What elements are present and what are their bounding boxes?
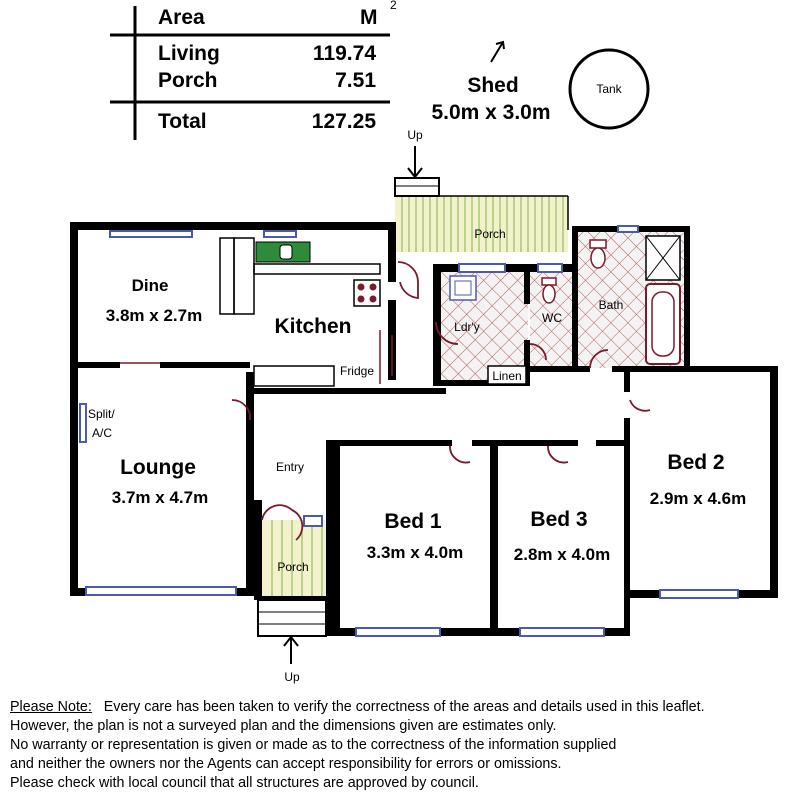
split-ac-line1: Split/ <box>88 407 115 421</box>
shower-icon <box>646 236 680 280</box>
lounge-label: Lounge <box>120 456 196 479</box>
kitchen-label: Kitchen <box>274 315 352 338</box>
area-row-label: Porch <box>158 69 218 92</box>
bath-label: Bath <box>598 298 624 312</box>
linen-label: Linen <box>492 369 522 383</box>
area-header-unit: M <box>360 6 378 29</box>
bed1-size: 3.3m x 4.0m <box>366 543 464 562</box>
wc-label: WC <box>542 311 562 325</box>
tank-label: Tank <box>596 82 622 96</box>
laundry-label: Ldr'y <box>454 320 480 334</box>
area-total-label: Total <box>158 110 207 133</box>
dine-label: Dine <box>131 276 169 295</box>
front-stairs <box>258 600 326 636</box>
disclaimer-line: No warranty or representation is given or made as to the correctness of the information supplied <box>10 737 617 753</box>
disclaimer-line: and neither the owners nor the Agents can accept responsibility for errors or omissions. <box>10 756 562 772</box>
north-arrow <box>491 42 504 62</box>
disclaimer-text: Every care has been taken to verify the correctness of the areas and details used in this leaflet. <box>91 699 705 715</box>
bed3-size: 2.8m x 4.0m <box>513 545 611 564</box>
entry-label: Entry <box>275 460 305 474</box>
bed2-label: Bed 2 <box>667 451 725 474</box>
bathtub-icon <box>646 284 680 364</box>
area-total-value: 127.25 <box>311 110 376 133</box>
stairs-up-bottom-label: Up <box>284 670 300 684</box>
area-row-label: Living <box>158 42 220 65</box>
disclaimer-line: Please check with local council that all structures are approved by council. <box>10 775 479 791</box>
bed1-label: Bed 1 <box>384 510 442 533</box>
area-row-value: 119.74 <box>312 42 376 65</box>
dine-size: 3.8m x 2.7m <box>105 306 203 325</box>
porch-front-label: Porch <box>277 560 309 574</box>
stairs-up-top-label: Up <box>407 128 423 142</box>
shed-name: Shed <box>467 74 519 97</box>
porch-rear-label: Porch <box>474 227 506 241</box>
bed2-size: 2.9m x 4.6m <box>649 489 747 508</box>
disclaimer-lead: Please Note: <box>10 699 92 715</box>
area-row-value: 7.51 <box>335 69 376 92</box>
bed3-label: Bed 3 <box>530 508 588 531</box>
disclaimer-line <box>10 698 800 717</box>
disclaimer-line: However, the plan is not a surveyed plan and the dimensions given are estimates only. <box>10 718 557 734</box>
shed-size: 5.0m x 3.0m <box>431 101 551 124</box>
area-header-unit-sup: 2 <box>390 0 397 12</box>
area-header-label: Area <box>158 6 205 29</box>
fridge-label: Fridge <box>339 364 375 378</box>
laundry-tub-icon <box>450 276 476 300</box>
area-table <box>110 0 397 140</box>
split-ac-line2: A/C <box>92 426 113 440</box>
kitchen-sink-icon <box>256 242 310 262</box>
lounge-size: 3.7m x 4.7m <box>111 488 209 507</box>
disclaimer <box>10 698 800 793</box>
cooktop-icon <box>354 280 380 306</box>
